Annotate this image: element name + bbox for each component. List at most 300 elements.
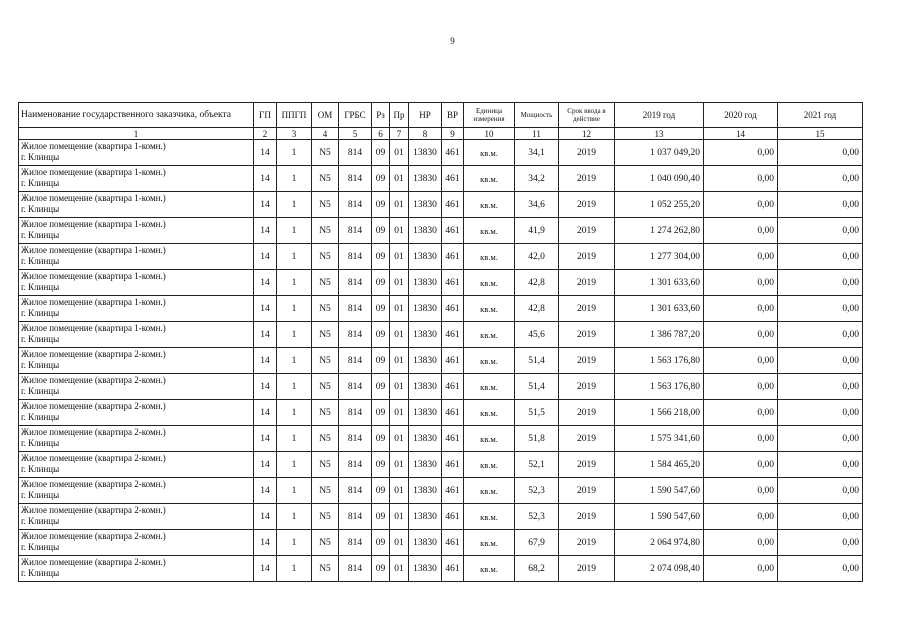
cell-2021: 0,00 <box>778 556 863 582</box>
column-number: 10 <box>464 128 515 140</box>
cell-ppgp: 1 <box>277 426 312 452</box>
cell-vr: 461 <box>442 374 464 400</box>
cell-pr: 01 <box>390 244 409 270</box>
cell-gp: 14 <box>254 244 277 270</box>
cell-gp: 14 <box>254 296 277 322</box>
cell-term: 2019 <box>559 556 615 582</box>
object-name-line2: г. Клинцы <box>21 334 60 344</box>
cell-2021: 0,00 <box>778 296 863 322</box>
cell-om: N5 <box>312 270 339 296</box>
cell-capacity: 67,9 <box>515 530 559 556</box>
cell-2020: 0,00 <box>704 244 778 270</box>
table-row <box>19 166 863 192</box>
cell-term: 2019 <box>559 452 615 478</box>
cell-gp: 14 <box>254 374 277 400</box>
object-name-line2: г. Клинцы <box>21 568 60 578</box>
cell-term: 2019 <box>559 218 615 244</box>
cell-2019: 1 575 341,60 <box>615 426 704 452</box>
cell-ppgp: 1 <box>277 504 312 530</box>
object-name-line2: г. Клинцы <box>21 464 60 474</box>
cell-2020: 0,00 <box>704 556 778 582</box>
cell-om: N5 <box>312 530 339 556</box>
cell-pr: 01 <box>390 374 409 400</box>
cell-rz: 09 <box>372 166 390 192</box>
cell-om: N5 <box>312 296 339 322</box>
column-number: 9 <box>442 128 464 140</box>
cell-2019: 2 064 974,80 <box>615 530 704 556</box>
cell-object-name <box>19 166 254 192</box>
cell-term: 2019 <box>559 348 615 374</box>
cell-term: 2019 <box>559 374 615 400</box>
column-number: 2 <box>254 128 277 140</box>
object-name-line1: Жилое помещение (квартира 2-комн.) <box>21 557 166 567</box>
cell-term: 2019 <box>559 244 615 270</box>
cell-unit: кв.м. <box>464 374 515 400</box>
cell-grbs: 814 <box>339 192 372 218</box>
cell-rz: 09 <box>372 322 390 348</box>
cell-om: N5 <box>312 374 339 400</box>
object-name-line2: г. Клинцы <box>21 360 60 370</box>
cell-gp: 14 <box>254 478 277 504</box>
cell-unit: кв.м. <box>464 504 515 530</box>
object-name-line2: г. Клинцы <box>21 516 60 526</box>
cell-2021: 0,00 <box>778 244 863 270</box>
object-name-line2: г. Клинцы <box>21 152 60 162</box>
cell-2019: 1 301 633,60 <box>615 296 704 322</box>
cell-vr: 461 <box>442 192 464 218</box>
column-number: 7 <box>390 128 409 140</box>
cell-2019: 1 037 049,20 <box>615 140 704 166</box>
cell-2021: 0,00 <box>778 478 863 504</box>
cell-vr: 461 <box>442 270 464 296</box>
cell-2020: 0,00 <box>704 218 778 244</box>
cell-object-name <box>19 426 254 452</box>
cell-term: 2019 <box>559 426 615 452</box>
cell-pr: 01 <box>390 296 409 322</box>
cell-nr: 13830 <box>409 374 442 400</box>
cell-gp: 14 <box>254 504 277 530</box>
cell-term: 2019 <box>559 504 615 530</box>
cell-unit: кв.м. <box>464 244 515 270</box>
cell-object-name <box>19 556 254 582</box>
cell-pr: 01 <box>390 140 409 166</box>
cell-ppgp: 1 <box>277 348 312 374</box>
cell-capacity: 52,1 <box>515 452 559 478</box>
cell-capacity: 52,3 <box>515 504 559 530</box>
table-row <box>19 244 863 270</box>
cell-ppgp: 1 <box>277 400 312 426</box>
object-name-line1: Жилое помещение (квартира 2-комн.) <box>21 401 166 411</box>
cell-vr: 461 <box>442 478 464 504</box>
cell-2020: 0,00 <box>704 452 778 478</box>
cell-ppgp: 1 <box>277 244 312 270</box>
cell-om: N5 <box>312 166 339 192</box>
object-name-line1: Жилое помещение (квартира 2-комн.) <box>21 349 166 359</box>
cell-pr: 01 <box>390 530 409 556</box>
object-name-line1: Жилое помещение (квартира 1-комн.) <box>21 167 166 177</box>
cell-vr: 461 <box>442 348 464 374</box>
cell-nr: 13830 <box>409 192 442 218</box>
object-name-line1: Жилое помещение (квартира 2-комн.) <box>21 375 166 385</box>
cell-vr: 461 <box>442 452 464 478</box>
cell-ppgp: 1 <box>277 166 312 192</box>
cell-2021: 0,00 <box>778 374 863 400</box>
object-name-line2: г. Клинцы <box>21 308 60 318</box>
cell-grbs: 814 <box>339 270 372 296</box>
cell-2019: 1 052 255,20 <box>615 192 704 218</box>
cell-2020: 0,00 <box>704 192 778 218</box>
header-cell: ВР <box>442 103 464 128</box>
cell-rz: 09 <box>372 348 390 374</box>
object-name-line2: г. Клинцы <box>21 178 60 188</box>
cell-term: 2019 <box>559 322 615 348</box>
cell-om: N5 <box>312 400 339 426</box>
header-cell: Пр <box>390 103 409 128</box>
cell-grbs: 814 <box>339 244 372 270</box>
cell-2021: 0,00 <box>778 400 863 426</box>
object-name-line1: Жилое помещение (квартира 1-комн.) <box>21 245 166 255</box>
cell-unit: кв.м. <box>464 400 515 426</box>
cell-unit: кв.м. <box>464 322 515 348</box>
table-row <box>19 556 863 582</box>
table-row <box>19 504 863 530</box>
object-name-line1: Жилое помещение (квартира 1-комн.) <box>21 271 166 281</box>
cell-nr: 13830 <box>409 140 442 166</box>
cell-pr: 01 <box>390 504 409 530</box>
object-name-line2: г. Клинцы <box>21 230 60 240</box>
cell-capacity: 34,2 <box>515 166 559 192</box>
cell-capacity: 52,3 <box>515 478 559 504</box>
budget-table <box>18 102 863 582</box>
cell-vr: 461 <box>442 322 464 348</box>
cell-term: 2019 <box>559 478 615 504</box>
cell-2021: 0,00 <box>778 140 863 166</box>
cell-object-name <box>19 400 254 426</box>
cell-2021: 0,00 <box>778 504 863 530</box>
cell-2019: 1 584 465,20 <box>615 452 704 478</box>
cell-gp: 14 <box>254 452 277 478</box>
cell-vr: 461 <box>442 426 464 452</box>
cell-unit: кв.м. <box>464 478 515 504</box>
header-cell: Наименование государственного заказчика, объекта <box>19 103 254 128</box>
cell-2020: 0,00 <box>704 270 778 296</box>
cell-grbs: 814 <box>339 400 372 426</box>
cell-2020: 0,00 <box>704 478 778 504</box>
cell-capacity: 68,2 <box>515 556 559 582</box>
cell-om: N5 <box>312 426 339 452</box>
cell-rz: 09 <box>372 478 390 504</box>
cell-om: N5 <box>312 192 339 218</box>
header-cell: Срок ввода в действие <box>559 103 615 128</box>
cell-grbs: 814 <box>339 348 372 374</box>
cell-ppgp: 1 <box>277 452 312 478</box>
cell-nr: 13830 <box>409 322 442 348</box>
column-number: 13 <box>615 128 704 140</box>
cell-2021: 0,00 <box>778 452 863 478</box>
table-header <box>19 103 863 140</box>
cell-object-name <box>19 374 254 400</box>
cell-gp: 14 <box>254 140 277 166</box>
header-cell: 2019 год <box>615 103 704 128</box>
cell-ppgp: 1 <box>277 322 312 348</box>
cell-unit: кв.м. <box>464 270 515 296</box>
cell-rz: 09 <box>372 400 390 426</box>
cell-2019: 1 566 218,00 <box>615 400 704 426</box>
cell-vr: 461 <box>442 504 464 530</box>
cell-nr: 13830 <box>409 530 442 556</box>
object-name-line1: Жилое помещение (квартира 1-комн.) <box>21 323 166 333</box>
cell-grbs: 814 <box>339 530 372 556</box>
cell-om: N5 <box>312 218 339 244</box>
cell-gp: 14 <box>254 400 277 426</box>
table-row <box>19 270 863 296</box>
cell-object-name <box>19 504 254 530</box>
cell-2021: 0,00 <box>778 192 863 218</box>
column-number: 14 <box>704 128 778 140</box>
header-cell: ППГП <box>277 103 312 128</box>
cell-nr: 13830 <box>409 348 442 374</box>
cell-pr: 01 <box>390 218 409 244</box>
cell-om: N5 <box>312 244 339 270</box>
object-name-line1: Жилое помещение (квартира 2-комн.) <box>21 479 166 489</box>
object-name-line1: Жилое помещение (квартира 2-комн.) <box>21 531 166 541</box>
cell-term: 2019 <box>559 166 615 192</box>
object-name-line2: г. Клинцы <box>21 542 60 552</box>
cell-vr: 461 <box>442 218 464 244</box>
cell-object-name <box>19 322 254 348</box>
object-name-line1: Жилое помещение (квартира 2-комн.) <box>21 505 166 515</box>
object-name-line2: г. Клинцы <box>21 282 60 292</box>
cell-term: 2019 <box>559 400 615 426</box>
cell-2021: 0,00 <box>778 218 863 244</box>
cell-unit: кв.м. <box>464 218 515 244</box>
cell-unit: кв.м. <box>464 556 515 582</box>
column-number: 1 <box>19 128 254 140</box>
cell-gp: 14 <box>254 556 277 582</box>
cell-nr: 13830 <box>409 296 442 322</box>
cell-rz: 09 <box>372 452 390 478</box>
cell-capacity: 51,5 <box>515 400 559 426</box>
cell-grbs: 814 <box>339 478 372 504</box>
cell-2020: 0,00 <box>704 140 778 166</box>
cell-nr: 13830 <box>409 400 442 426</box>
cell-ppgp: 1 <box>277 478 312 504</box>
cell-vr: 461 <box>442 556 464 582</box>
cell-2021: 0,00 <box>778 322 863 348</box>
cell-object-name <box>19 296 254 322</box>
cell-unit: кв.м. <box>464 192 515 218</box>
cell-grbs: 814 <box>339 426 372 452</box>
object-name-line2: г. Клинцы <box>21 256 60 266</box>
cell-object-name <box>19 140 254 166</box>
cell-object-name <box>19 478 254 504</box>
cell-2020: 0,00 <box>704 166 778 192</box>
cell-nr: 13830 <box>409 478 442 504</box>
cell-om: N5 <box>312 322 339 348</box>
object-name-line2: г. Клинцы <box>21 490 60 500</box>
cell-rz: 09 <box>372 270 390 296</box>
column-number: 5 <box>339 128 372 140</box>
cell-2021: 0,00 <box>778 530 863 556</box>
cell-pr: 01 <box>390 426 409 452</box>
header-cell: Рз <box>372 103 390 128</box>
cell-pr: 01 <box>390 478 409 504</box>
table-row <box>19 218 863 244</box>
cell-gp: 14 <box>254 192 277 218</box>
cell-pr: 01 <box>390 192 409 218</box>
cell-pr: 01 <box>390 400 409 426</box>
cell-vr: 461 <box>442 530 464 556</box>
cell-2021: 0,00 <box>778 426 863 452</box>
cell-2019: 1 590 547,60 <box>615 478 704 504</box>
cell-om: N5 <box>312 140 339 166</box>
cell-pr: 01 <box>390 452 409 478</box>
column-number: 4 <box>312 128 339 140</box>
cell-ppgp: 1 <box>277 140 312 166</box>
cell-ppgp: 1 <box>277 374 312 400</box>
cell-rz: 09 <box>372 504 390 530</box>
cell-gp: 14 <box>254 530 277 556</box>
cell-om: N5 <box>312 348 339 374</box>
cell-pr: 01 <box>390 348 409 374</box>
header-cell: 2021 год <box>778 103 863 128</box>
cell-2021: 0,00 <box>778 348 863 374</box>
cell-nr: 13830 <box>409 556 442 582</box>
cell-2019: 1 277 304,00 <box>615 244 704 270</box>
header-cell: ГП <box>254 103 277 128</box>
cell-grbs: 814 <box>339 140 372 166</box>
object-name-line1: Жилое помещение (квартира 1-комн.) <box>21 219 166 229</box>
cell-term: 2019 <box>559 192 615 218</box>
cell-object-name <box>19 270 254 296</box>
cell-rz: 09 <box>372 192 390 218</box>
cell-term: 2019 <box>559 530 615 556</box>
cell-capacity: 41,9 <box>515 218 559 244</box>
cell-unit: кв.м. <box>464 166 515 192</box>
cell-2019: 1 386 787,20 <box>615 322 704 348</box>
cell-capacity: 51,4 <box>515 348 559 374</box>
object-name-line1: Жилое помещение (квартира 2-комн.) <box>21 453 166 463</box>
cell-object-name <box>19 244 254 270</box>
cell-pr: 01 <box>390 322 409 348</box>
object-name-line2: г. Клинцы <box>21 438 60 448</box>
table-row <box>19 530 863 556</box>
cell-object-name <box>19 192 254 218</box>
cell-ppgp: 1 <box>277 192 312 218</box>
cell-om: N5 <box>312 452 339 478</box>
cell-term: 2019 <box>559 270 615 296</box>
cell-rz: 09 <box>372 296 390 322</box>
cell-nr: 13830 <box>409 426 442 452</box>
cell-ppgp: 1 <box>277 296 312 322</box>
cell-unit: кв.м. <box>464 140 515 166</box>
cell-ppgp: 1 <box>277 218 312 244</box>
cell-grbs: 814 <box>339 218 372 244</box>
cell-vr: 461 <box>442 166 464 192</box>
cell-2021: 0,00 <box>778 166 863 192</box>
cell-2019: 1 563 176,80 <box>615 348 704 374</box>
cell-grbs: 814 <box>339 166 372 192</box>
cell-2020: 0,00 <box>704 400 778 426</box>
column-number: 8 <box>409 128 442 140</box>
cell-om: N5 <box>312 478 339 504</box>
header-cell: ГРБС <box>339 103 372 128</box>
column-number: 6 <box>372 128 390 140</box>
cell-2019: 1 301 633,60 <box>615 270 704 296</box>
cell-nr: 13830 <box>409 504 442 530</box>
object-name-line2: г. Клинцы <box>21 386 60 396</box>
cell-rz: 09 <box>372 530 390 556</box>
cell-vr: 461 <box>442 244 464 270</box>
table-row <box>19 296 863 322</box>
cell-2019: 1 590 547,60 <box>615 504 704 530</box>
cell-nr: 13830 <box>409 452 442 478</box>
object-name-line2: г. Клинцы <box>21 412 60 422</box>
table-row <box>19 140 863 166</box>
header-cell: ОМ <box>312 103 339 128</box>
cell-capacity: 42,0 <box>515 244 559 270</box>
cell-gp: 14 <box>254 322 277 348</box>
cell-2020: 0,00 <box>704 426 778 452</box>
cell-grbs: 814 <box>339 504 372 530</box>
page-number: 9 <box>450 36 455 46</box>
object-name-line1: Жилое помещение (квартира 1-комн.) <box>21 141 166 151</box>
cell-vr: 461 <box>442 296 464 322</box>
cell-grbs: 814 <box>339 296 372 322</box>
cell-rz: 09 <box>372 140 390 166</box>
cell-2020: 0,00 <box>704 504 778 530</box>
table-row <box>19 374 863 400</box>
cell-nr: 13830 <box>409 218 442 244</box>
cell-2020: 0,00 <box>704 322 778 348</box>
table-body <box>19 140 863 582</box>
cell-vr: 461 <box>442 400 464 426</box>
column-number: 3 <box>277 128 312 140</box>
cell-rz: 09 <box>372 426 390 452</box>
cell-grbs: 814 <box>339 374 372 400</box>
cell-rz: 09 <box>372 218 390 244</box>
cell-unit: кв.м. <box>464 296 515 322</box>
table-row <box>19 452 863 478</box>
header-cell: Мощность <box>515 103 559 128</box>
cell-term: 2019 <box>559 296 615 322</box>
cell-capacity: 34,6 <box>515 192 559 218</box>
cell-unit: кв.м. <box>464 426 515 452</box>
cell-object-name <box>19 348 254 374</box>
column-number: 12 <box>559 128 615 140</box>
cell-rz: 09 <box>372 556 390 582</box>
cell-capacity: 42,8 <box>515 270 559 296</box>
cell-object-name <box>19 530 254 556</box>
cell-2019: 2 074 098,40 <box>615 556 704 582</box>
cell-unit: кв.м. <box>464 348 515 374</box>
table-row <box>19 322 863 348</box>
cell-2019: 1 274 262,80 <box>615 218 704 244</box>
cell-unit: кв.м. <box>464 452 515 478</box>
cell-ppgp: 1 <box>277 556 312 582</box>
cell-capacity: 45,6 <box>515 322 559 348</box>
cell-nr: 13830 <box>409 244 442 270</box>
cell-pr: 01 <box>390 556 409 582</box>
cell-nr: 13830 <box>409 270 442 296</box>
cell-2021: 0,00 <box>778 270 863 296</box>
table-row <box>19 400 863 426</box>
cell-gp: 14 <box>254 166 277 192</box>
cell-capacity: 51,4 <box>515 374 559 400</box>
cell-unit: кв.м. <box>464 530 515 556</box>
cell-term: 2019 <box>559 140 615 166</box>
cell-om: N5 <box>312 504 339 530</box>
